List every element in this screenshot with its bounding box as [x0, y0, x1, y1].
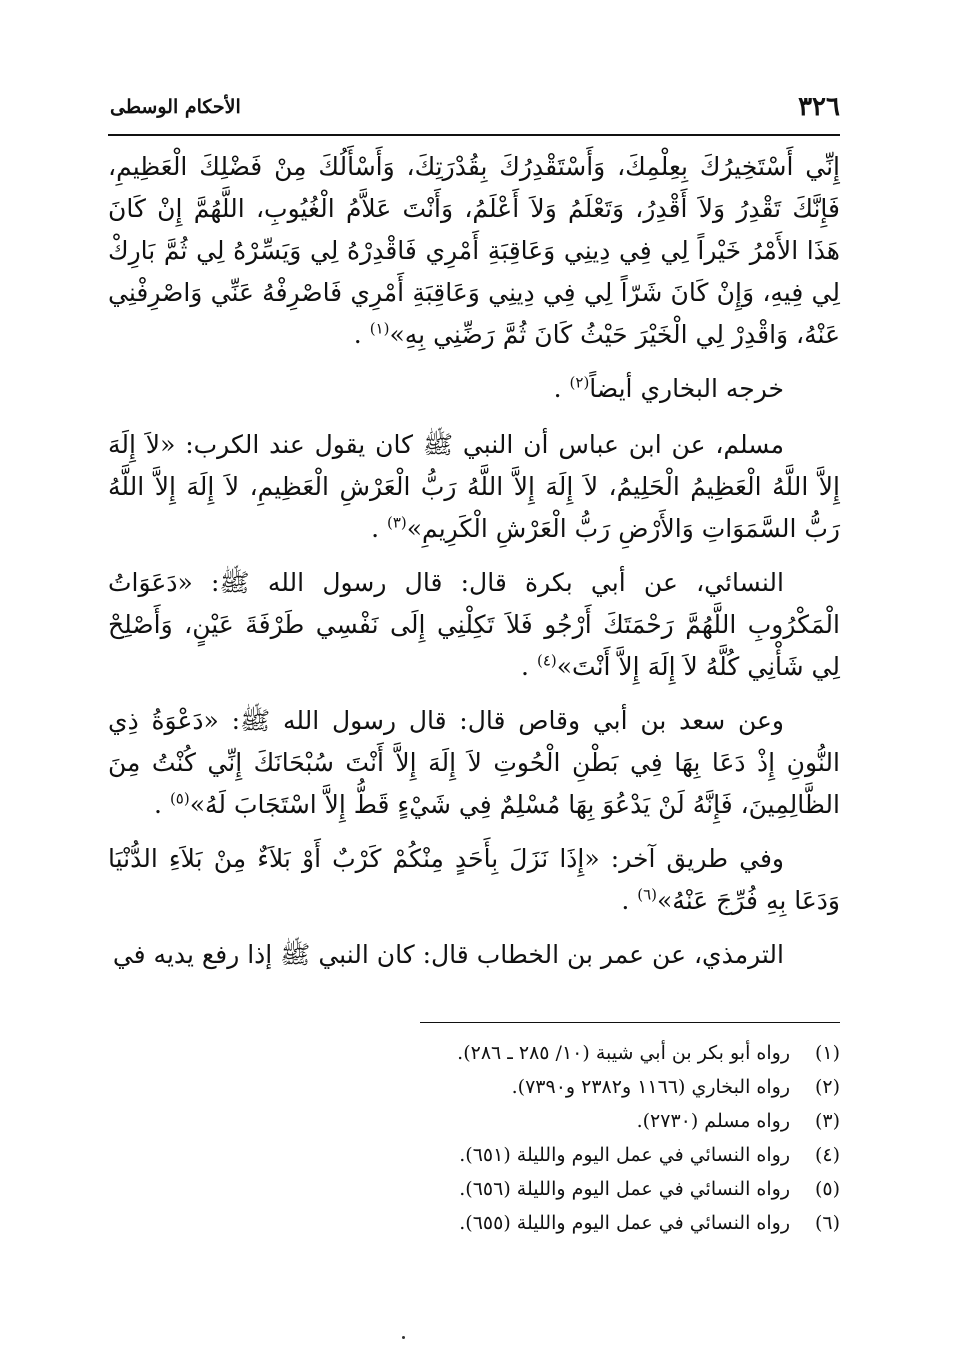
paragraph-another-route: [108, 838, 840, 922]
paragraph-text: إِنِّي أَسْتَخِيرُكَ بِعِلْمِكَ، وَأَسْتَقْدِرُكَ بِقُدْرَتِكَ، وَأَسْأَلُكَ مِنْ فَضْلِكَ الْعَظِيمِ، فَإِنَّكَ تَقْدِرُ وَلاَ أَقْدِرُ، وَتَعْلَمُ وَلاَ أَعْلَمُ، وَأَنْتَ عَلاَّمُ الْغُيُوبِ، اللَّهُمَّ إِنْ كَانَ هَذَا الأَمْرُ خَيْراً لِي فِي دِينِي وَعَاقِبَةِ أَمْرِي فَاقْدِرْهُ لِي وَيَسِّرْهُ لِي ثُمَّ بَارِكْ لِي فِيهِ، وَإِنْ كَانَ شَرّاً لِي فِي دِينِي وَعَاقِبَةِ أَمْرِي فَاصْرِفْهُ عَنِّي وَاصْرِفْنِي عَنْهُ، وَاقْدِرْ لِي الْخَيْرَ حَيْثُ كَانَ ثُمَّ رَضِّنِي بِهِ»: [108, 152, 840, 349]
paragraph-bukhari-note: [108, 368, 840, 410]
footnote-ref: (٣): [386, 513, 407, 532]
page-number: ٣٢٦: [798, 92, 840, 122]
paragraph-text: وفي طريق آخر: «إِذَا نَزَلَ بِأَحَدٍ مِنْكُمْ كَرْبٌ أَوْ بَلاَءٌ مِنْ بَلاَءِ الدُّنْيَا وَدَعَا بِهِ فُرِّجَ عَنْهُ»: [108, 844, 840, 915]
footnote-number: (٢): [814, 1076, 840, 1098]
footnote-item: [108, 1070, 840, 1104]
paragraph-end: .: [553, 374, 570, 403]
paragraph-text: الترمذي، عن عمر بن الخطاب قال: كان النبي ﷺ إذا رفع يديه في: [112, 940, 784, 969]
footnote-text: رواه البخاري (١١٦٦ و٢٣٨٢ و٧٣٩٠).: [511, 1076, 790, 1098]
paragraph-end: .: [154, 790, 170, 819]
paragraph-end: .: [371, 514, 387, 543]
footnote-item: [108, 1138, 840, 1172]
footnote-ref: (٤): [536, 651, 557, 670]
paragraph-istikhara-continuation: [108, 146, 840, 356]
paragraph-muslim: [108, 424, 840, 550]
body-text: [108, 146, 840, 988]
footnote-number: (٤): [814, 1144, 840, 1166]
paragraph-end: .: [521, 652, 537, 681]
header-divider: [108, 134, 840, 136]
paragraph-end: .: [353, 320, 370, 349]
footnote-text: رواه النسائي في عمل اليوم والليلة (٦٥١).: [459, 1144, 790, 1166]
footnote-text: رواه النسائي في عمل اليوم والليلة (٦٥٥).: [459, 1212, 790, 1234]
footnote-text: رواه النسائي في عمل اليوم والليلة (٦٥٦).: [459, 1178, 790, 1200]
footnote-ref: (٦): [637, 885, 658, 904]
scan-speck: [402, 1336, 405, 1339]
footnote-number: (١): [814, 1042, 840, 1064]
footnote-item: [108, 1206, 840, 1240]
footnote-divider: [420, 1022, 840, 1023]
footnote-ref: (١): [369, 319, 390, 338]
footnote-number: (٦): [814, 1212, 840, 1234]
paragraph-text: مسلم، عن ابن عباس أن النبي ﷺ كان يقول عند الكرب: «لاَ إِلَهَ إِلاَّ اللَّهُ الْعَظِيمُ الْحَلِيمُ، لاَ إِلَهَ إِلاَّ اللَّهُ رَبُّ الْعَرْشِ الْعَظِيمِ، لاَ إِلَهَ إِلاَّ اللَّهُ رَبُّ السَّمَوَاتِ وَالأَرْضِ رَبُّ الْعَرْشِ الْكَرِيمِ»: [108, 430, 840, 543]
paragraph-text: وعن سعد بن أبي وقاص قال: قال رسول الله ﷺ: «دَعْوَةُ ذِي النُّونِ إِذْ دَعَا بِهَا فِي بَطْنِ الْحُوتِ لاَ إِلَهَ إِلاَّ أَنْتَ سُبْحَانَكَ إِنِّي كُنْتُ مِنَ الظَّالِمِينَ، فَإِنَّهُ لَنْ يَدْعُوَ بِهَا مُسْلِمٌ فِي شَيْءٍ قَطُّ إِلاَّ اسْتَجَابَ لَهُ»: [108, 706, 840, 819]
paragraph-nasai: [108, 562, 840, 688]
footnote-text: رواه أبو بكر بن أبي شيبة (١٠/ ٢٨٥ ـ ٢٨٦).: [457, 1042, 790, 1064]
footnotes: [108, 1036, 840, 1240]
footnote-item: [108, 1104, 840, 1138]
paragraph-text: النسائي، عن أبي بكرة قال: قال رسول الله ﷺ: «دَعَوَاتُ الْمَكْرُوبِ اللَّهُمَّ رَحْمَتَكَ أَرْجُو فَلاَ تَكِلْنِي إِلَى نَفْسِي طَرْفَةَ عَيْنٍ، وَأَصْلِحْ لِي شَأْنِي كُلَّهُ لاَ إِلَهَ إِلاَّ أَنْتَ»: [108, 568, 840, 681]
page-header: [110, 92, 840, 128]
paragraph-tirmidhi: [108, 934, 840, 976]
footnote-number: (٣): [814, 1110, 840, 1132]
footnote-item: [108, 1036, 840, 1070]
paragraph-text: خرجه البخاري أيضاً: [589, 374, 784, 403]
footnote-number: (٥): [814, 1178, 840, 1200]
footnote-ref: (٥): [169, 789, 190, 808]
footnote-item: [108, 1172, 840, 1206]
footnote-text: رواه مسلم (٢٧٣٠).: [636, 1110, 790, 1132]
footnote-ref: (٢): [569, 373, 590, 392]
paragraph-end: .: [621, 886, 638, 915]
paragraph-saad: [108, 700, 840, 826]
running-title: الأحكام الوسطى: [110, 96, 241, 118]
